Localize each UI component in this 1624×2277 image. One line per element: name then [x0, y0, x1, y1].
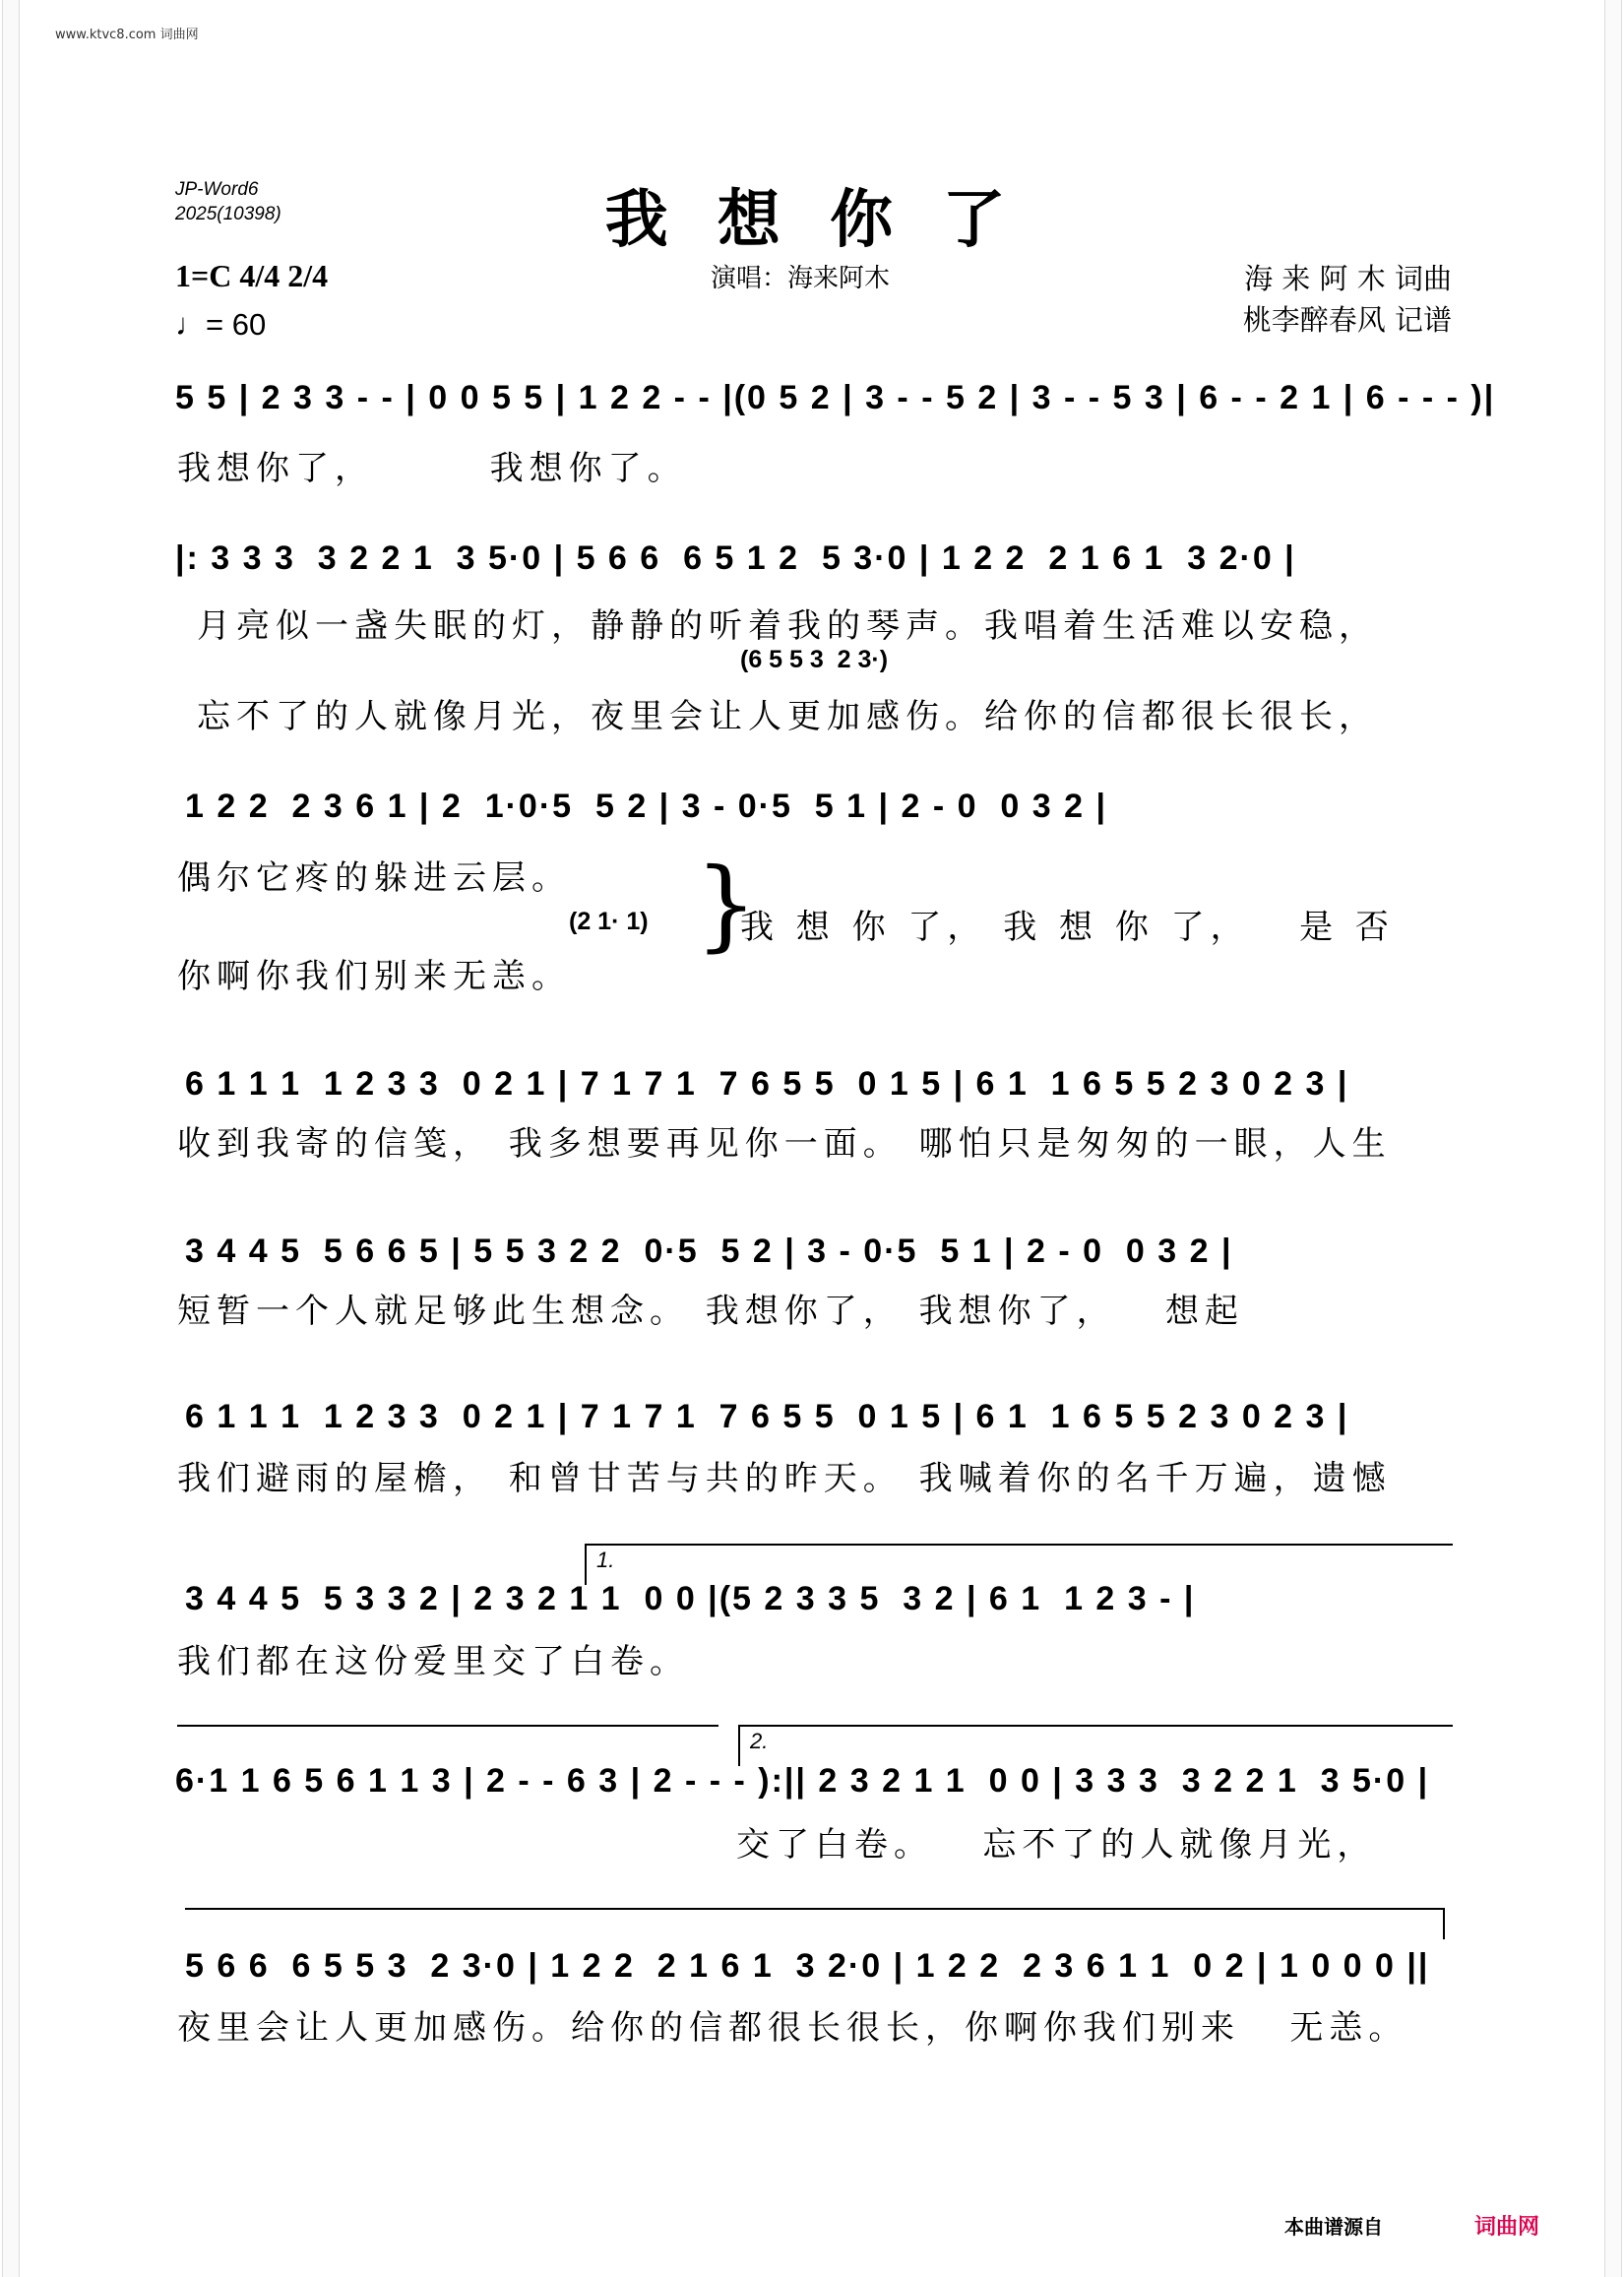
second-ending-bracket-continued [185, 1908, 1445, 1939]
software-name: JP-Word6 [175, 179, 259, 200]
notation-line-8: 6·1 1 6 5 6 1 1 3 | 2 - - 6 3 | 2 - - - ):|| 2 3 2 1 1 0 0 | 3 3 3 3 2 2 1 3 5·0 | [175, 1762, 1430, 1800]
lyrics-line-5: 短暂一个人就足够此生想念。 我想你了， 我想你了， 想起 [177, 1292, 1245, 1331]
lyrics-line-1: 我想你了， 我想你了。 [177, 449, 687, 488]
singer-credit: 演唱：海来阿木 [711, 264, 891, 293]
credits [1243, 258, 1452, 341]
lyrics-line-9: 夜里会让人更加感伤。给你的信都很长很长，你啊你我们别来 无恙。 [177, 2008, 1408, 2048]
key-signature: 1=C 4/4 2/4 [175, 258, 329, 293]
notation-line-4: 6 1 1 1 1 2 3 3 0 2 1 | 7 1 7 1 7 6 5 5 0 1 5 | 6 1 1 6 5 5 2 3 0 2 3 | [185, 1065, 1349, 1103]
volta-number-1: 1. [596, 1548, 615, 1572]
notation-line-6: 6 1 1 1 1 2 3 3 0 2 1 | 7 1 7 1 7 6 5 5 0 1 5 | 6 1 1 6 5 5 2 3 0 2 3 | [185, 1398, 1349, 1435]
volta-first-ending-continued [177, 1725, 718, 1727]
lyrics-line-3-verse-1: 偶尔它疼的躲进云层。 [177, 858, 571, 898]
lyrics-line-2-verse-2: 忘不了的人就像月光，夜里会让人更加感伤。给你的信都很长很长， [197, 697, 1378, 736]
alt-notation-line-2: (6 5 5 3 2 3·) [740, 646, 889, 673]
transcriber-credit: 桃李醉春风 记谱 [1242, 303, 1452, 337]
site-url: www.ktvc8.com 词曲网 [55, 28, 199, 42]
lyrics-line-2-verse-1: 月亮似一盏失眠的灯，静静的听着我的琴声。我唱着生活难以安稳， [197, 606, 1378, 646]
notation-line-2: |: 3 3 3 3 2 2 1 3 5·0 | 5 6 6 6 5 1 2 5 3·0 | 1 2 2 2 1 6 1 3 2·0 | [175, 539, 1296, 577]
left-margin-strip [2, 0, 20, 2277]
volta-number-2: 2. [750, 1729, 769, 1753]
lyrics-line-7: 我们都在这份爱里交了白卷。 [177, 1642, 689, 1681]
document-id: 2025(10398) [175, 204, 281, 224]
right-margin-strip [1604, 0, 1622, 2277]
notation-line-9: 5 6 6 6 5 5 3 2 3·0 | 1 2 2 2 1 6 1 3 2·0 | 1 2 2 2 3 6 1 1 0 2 | 1 0 0 0 || [185, 1947, 1430, 1985]
notation-line-3: 1 2 2 2 3 6 1 | 2 1·0·5 5 2 | 3 - 0·5 5 1 | 2 - 0 0 3 2 | [185, 788, 1107, 825]
notation-line-5: 3 4 4 5 5 6 6 5 | 5 5 3 2 2 0·5 5 2 | 3 - 0·5 5 1 | 2 - 0 0 3 2 | [185, 1233, 1233, 1270]
tempo-marking: ♩= 60 [175, 307, 267, 342]
composer-credit: 海 来 阿 木 词曲 [1244, 262, 1452, 295]
notation-line-1: 5 5 | 2 3 3 - - | 0 0 5 5 | 1 2 2 - - |(0 5 2 | 3 - - 5 2 | 3 - - 5 3 | 6 - - 2 1 | 6 - - - )| [175, 379, 1496, 416]
lyrics-line-4: 收到我寄的信笺， 我多想要再见你一面。 哪怕只是匆匆的一眼，人生 [177, 1124, 1392, 1164]
volta-first-ending [585, 1544, 1453, 1585]
lyrics-line-3-verse-2: 你啊你我们别来无恙。 [177, 957, 571, 996]
song-title: 我 想 你 了 [604, 183, 1020, 257]
brace: } [695, 847, 758, 962]
footer-brand-link[interactable]: 词曲网 [1473, 2215, 1539, 2240]
footer-source-text: 本曲谱源自 [1284, 2215, 1383, 2239]
lyrics-line-3-shared: 我 想 你 了， 我 想 你 了， 是 否 [740, 908, 1395, 947]
notation-line-7: 3 4 4 5 5 3 3 2 | 2 3 2 1 1 0 0 |(5 2 3 3 5 3 2 | 6 1 1 2 3 - | [185, 1580, 1196, 1617]
lyrics-line-6: 我们避雨的屋檐， 和曾甘苦与共的昨天。 我喊着你的名千万遍，遗憾 [177, 1459, 1392, 1498]
alt-notation-line-3: (2 1· 1) [569, 908, 649, 935]
lyrics-line-8: 交了白卷。 忘不了的人就像月光， [736, 1825, 1377, 1865]
volta-second-ending [738, 1725, 1453, 1766]
